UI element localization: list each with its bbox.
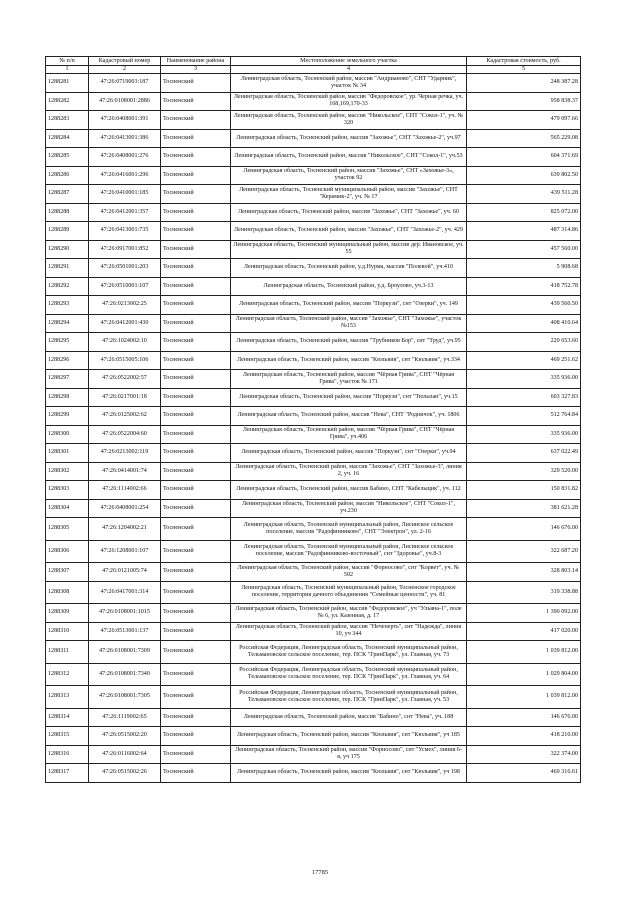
table-row xyxy=(46,622,581,641)
cadastral-number-cell: 47:26:0213002:25 xyxy=(89,296,161,315)
table-row xyxy=(46,314,581,333)
location-cell: Российская Федерация, Ленинградская область, Тосненский муниципальный район, Тельмановское сельское поселение, тер. ПСК "ГринПарк", ул. Главная, уч. 73 xyxy=(231,641,467,664)
cadastral-value-cell: 335 936.00 xyxy=(467,370,581,389)
cadastral-number-cell: 47:26:0125002:62 xyxy=(89,407,161,426)
location-cell: Ленинградская область, Тосненский муниципальный район, Лисинское сельское поселение, массив "Радофинниково", СНТ "Электрон", ул. 2-16 xyxy=(231,518,467,541)
table-row xyxy=(46,111,581,130)
cadastral-number-cell: 47:26:0408001:276 xyxy=(89,148,161,167)
district-cell: Тосненский xyxy=(161,148,231,167)
district-cell: Тосненский xyxy=(161,444,231,463)
location-cell: Ленинградская область, Тосненский муниципальный район, Лисинское сельское поселение, массив "Радофинниково-восточный", снт "Здоровье", уч.8-3 xyxy=(231,540,467,563)
location-cell: Ленинградская область, Тосненский район, массив "Никольское", СНТ "Сокол-1", уч. № 320 xyxy=(231,111,467,130)
table-row xyxy=(46,92,581,111)
row-number-cell: 1288281 xyxy=(46,74,89,93)
row-number-cell: 1288313 xyxy=(46,686,89,709)
row-number-cell: 1288301 xyxy=(46,444,89,463)
row-number-cell: 1288307 xyxy=(46,563,89,582)
cadastral-value-cell: 1 039 812.00 xyxy=(467,641,581,664)
row-number-cell: 1288316 xyxy=(46,745,89,764)
location-cell: Ленинградская область, Тосненский район, массив "Кюльвия", снт "Кюльвия", уч 198 xyxy=(231,764,467,783)
table-row xyxy=(46,296,581,315)
row-number-cell: 1288306 xyxy=(46,540,89,563)
row-number-cell: 1288293 xyxy=(46,296,89,315)
district-cell: Тосненский xyxy=(161,314,231,333)
cadastral-value-cell: 328 803.14 xyxy=(467,563,581,582)
row-number-cell: 1288285 xyxy=(46,148,89,167)
cadastral-number-cell: 47:26:0413001:735 xyxy=(89,222,161,241)
cadastral-value-cell: 604 371.69 xyxy=(467,148,581,167)
row-number-cell: 1288282 xyxy=(46,92,89,111)
district-cell: Тосненский xyxy=(161,333,231,352)
table-row xyxy=(46,148,581,167)
table-row xyxy=(46,604,581,623)
cadastral-value-cell: 1 039 812.00 xyxy=(467,686,581,709)
location-cell: Ленинградская область, Тосненский район, массив "Поркузи", снт "Тюльпан", уч.15 xyxy=(231,388,467,407)
cadastral-value-cell: 418 752.78 xyxy=(467,277,581,296)
cadastral-value-cell: 381 621.28 xyxy=(467,499,581,518)
location-cell: Ленинградская область, Тосненский район, массив "Андрианово", СНТ "Ударник", участок № 34 xyxy=(231,74,467,93)
cadastral-number-cell: 47:26:0515005:106 xyxy=(89,351,161,370)
table-row xyxy=(46,388,581,407)
row-number-cell: 1288312 xyxy=(46,663,89,686)
location-cell: Ленинградская область, Тосненский район, массив "Чёрная Грива", СНТ "Чёрная Грива", участок № 171 xyxy=(231,370,467,389)
district-cell: Тосненский xyxy=(161,185,231,204)
location-cell: Российская Федерация, Ленинградская область, Тосненский муниципальный район, Тельмановское сельское поселение, тер. ПСК "ГринПарк", ул. Главная, уч. 64 xyxy=(231,663,467,686)
table-row xyxy=(46,745,581,764)
cadastral-value-cell: 146 676.00 xyxy=(467,518,581,541)
cadastral-number-cell: 47:26:0515002:20 xyxy=(89,727,161,746)
cadastral-number-cell: 47:26:1119002:65 xyxy=(89,708,161,727)
table-row xyxy=(46,370,581,389)
header-row-number: № п/п xyxy=(46,57,89,66)
row-number-cell: 1288295 xyxy=(46,333,89,352)
table-row xyxy=(46,764,581,783)
header-cadastral-value: Кадастровая стоимость, руб. xyxy=(467,57,581,66)
cadastral-value-cell: 637 022.49 xyxy=(467,444,581,463)
cadastral-value-cell: 469 251.62 xyxy=(467,351,581,370)
location-cell: Ленинградская область, Тосненский район, массив "Захожье", СНТ "Захожье-2", уч. 429 xyxy=(231,222,467,241)
district-cell: Тосненский xyxy=(161,296,231,315)
location-cell: Ленинградская область, Тосненский район, массив "Чёрная Грива", СНТ "Чёрная Грива", уч.406 xyxy=(231,425,467,444)
location-cell: Ленинградская область, Тосненский район, массив "Никольское", СНТ "Сокол-1", уч.53 xyxy=(231,148,467,167)
district-cell: Тосненский xyxy=(161,111,231,130)
district-cell: Тосненский xyxy=(161,745,231,764)
cadastral-number-cell: 47:26:0513001:137 xyxy=(89,622,161,641)
table-row xyxy=(46,499,581,518)
cadastral-value-cell: 639 802.50 xyxy=(467,166,581,185)
row-number-cell: 1288309 xyxy=(46,604,89,623)
district-cell: Тосненский xyxy=(161,129,231,148)
district-cell: Тосненский xyxy=(161,351,231,370)
row-number-cell: 1288308 xyxy=(46,581,89,604)
cadastral-number-cell: 47:26:0108001:7305 xyxy=(89,686,161,709)
header-cadastral-number: Кадастровый номер xyxy=(89,57,161,66)
district-cell: Тосненский xyxy=(161,370,231,389)
cadastral-value-cell: 479 097.66 xyxy=(467,111,581,130)
district-cell: Тосненский xyxy=(161,540,231,563)
cadastral-number-cell: 47:26:1114002:66 xyxy=(89,481,161,500)
header-district-name: Наименование района xyxy=(161,57,231,66)
table-row xyxy=(46,240,581,259)
row-number-cell: 1288317 xyxy=(46,764,89,783)
district-cell: Тосненский xyxy=(161,92,231,111)
cadastral-value-cell: 408 410.64 xyxy=(467,314,581,333)
cadastral-number-cell: 47:26:0416001:296 xyxy=(89,166,161,185)
district-cell: Тосненский xyxy=(161,686,231,709)
table-row xyxy=(46,581,581,604)
page-number: 17785 xyxy=(311,869,329,876)
table-row xyxy=(46,129,581,148)
table-body xyxy=(46,74,581,783)
cadastral-number-cell: 47:26:0408001:254 xyxy=(89,499,161,518)
index-cell: 2 xyxy=(89,66,161,74)
row-number-cell: 1288310 xyxy=(46,622,89,641)
table-row xyxy=(46,727,581,746)
district-cell: Тосненский xyxy=(161,641,231,664)
cadastral-value-cell: 329 520.00 xyxy=(467,462,581,481)
table-row xyxy=(46,333,581,352)
row-number-cell: 1288287 xyxy=(46,185,89,204)
location-cell: Ленинградская область, Тосненский район, массив "Поркузи", снт "Озерки", уч.94 xyxy=(231,444,467,463)
location-cell: Ленинградская область, Тосненский район, массив "Федоровское", уч "Ульяна-1", поле № 6, ул. Казенная, д. 17 xyxy=(231,604,467,623)
table-row xyxy=(46,540,581,563)
district-cell: Тосненский xyxy=(161,222,231,241)
table-row xyxy=(46,351,581,370)
cadastral-number-cell: 47:26:0719003:187 xyxy=(89,74,161,93)
cadastral-value-cell: 5 908.68 xyxy=(467,259,581,278)
row-number-cell: 1288299 xyxy=(46,407,89,426)
cadastral-value-cell: 457 560.00 xyxy=(467,240,581,259)
cadastral-number-cell: 47:26:1024002:10 xyxy=(89,333,161,352)
index-cell: 5 xyxy=(467,66,581,74)
table-row xyxy=(46,222,581,241)
cadastral-number-cell: 47:26:0413001:386 xyxy=(89,129,161,148)
location-cell: Ленинградская область, Тосненский район, массив "Кюльвия", снт "Кюльвия", уч 185 xyxy=(231,727,467,746)
cadastral-value-cell: 825 072.00 xyxy=(467,203,581,222)
location-cell: Ленинградская область, Тосненский муниципальный район, Тосненское городское поселение, территория дачного объединения "Семейные ценности", уч. 81 xyxy=(231,581,467,604)
row-number-cell: 1288302 xyxy=(46,462,89,481)
location-cell: Ленинградская область, Тосненский район, массив "Захожье", СНТ «Захожье-3», участок 92 xyxy=(231,166,467,185)
district-cell: Тосненский xyxy=(161,518,231,541)
row-number-cell: 1288294 xyxy=(46,314,89,333)
district-cell: Тосненский xyxy=(161,166,231,185)
cadastral-value-cell: 487 314.86 xyxy=(467,222,581,241)
table-row xyxy=(46,185,581,204)
cadastral-number-cell: 47:26:1204002:21 xyxy=(89,518,161,541)
row-number-cell: 1288288 xyxy=(46,203,89,222)
cadastral-number-cell: 47:26:0412001:357 xyxy=(89,203,161,222)
row-number-cell: 1288303 xyxy=(46,481,89,500)
district-cell: Тосненский xyxy=(161,499,231,518)
district-cell: Тосненский xyxy=(161,203,231,222)
district-cell: Тосненский xyxy=(161,240,231,259)
district-cell: Тосненский xyxy=(161,563,231,582)
document-sheet xyxy=(45,56,580,783)
table-row xyxy=(46,563,581,582)
table-row xyxy=(46,444,581,463)
index-cell: 1 xyxy=(46,66,89,74)
table-row xyxy=(46,277,581,296)
cadastral-number-cell: 47:26:0217001:18 xyxy=(89,388,161,407)
cadastral-number-cell: 47:26:0417001:314 xyxy=(89,581,161,604)
cadastral-number-cell: 47:26:1208001:107 xyxy=(89,540,161,563)
row-number-cell: 1288311 xyxy=(46,641,89,664)
cadastral-value-cell: 439 560.50 xyxy=(467,296,581,315)
location-cell: Ленинградская область, Тосненский район, массив "Никольское", СНТ "Сокол-1", уч.230 xyxy=(231,499,467,518)
district-cell: Тосненский xyxy=(161,708,231,727)
district-cell: Тосненский xyxy=(161,74,231,93)
location-cell: Ленинградская область, Тосненский район, массив Бабино, СНТ "Кабельщик", уч. 112 xyxy=(231,481,467,500)
district-cell: Тосненский xyxy=(161,259,231,278)
cadastral-number-cell: 47:26:0510001:107 xyxy=(89,277,161,296)
location-cell: Ленинградская область, Тосненский район, массив "Форносово", снт "Корвет", уч. № 502 xyxy=(231,563,467,582)
table-row xyxy=(46,425,581,444)
table-row xyxy=(46,203,581,222)
cadastral-value-cell: 1 390 092.00 xyxy=(467,604,581,623)
location-cell: Ленинградская область, Тосненский муниципальный район, массив дер. Ивановское, уч. 55 xyxy=(231,240,467,259)
cadastral-value-cell: 439 511.28 xyxy=(467,185,581,204)
row-number-cell: 1288300 xyxy=(46,425,89,444)
cadastral-number-cell: 47:26:0116002:64 xyxy=(89,745,161,764)
table-row xyxy=(46,708,581,727)
cadastral-number-cell: 47:26:0408001:391 xyxy=(89,111,161,130)
cadastral-value-cell: 565 229.08 xyxy=(467,129,581,148)
cadastral-number-cell: 47:26:0515002:26 xyxy=(89,764,161,783)
row-number-cell: 1288283 xyxy=(46,111,89,130)
cadastral-number-cell: 47:26:0412001:430 xyxy=(89,314,161,333)
row-number-cell: 1288315 xyxy=(46,727,89,746)
header-location: Местоположение земельного участка xyxy=(231,57,467,66)
cadastral-value-cell: 322 687.20 xyxy=(467,540,581,563)
location-cell: Ленинградская область, Тосненский район, массив "Захожье", СНТ "Захожье-3", линия 2, уч. 16 xyxy=(231,462,467,481)
location-cell: Ленинградская область, Тосненский район, у.д. Броулово, уч.3-13 xyxy=(231,277,467,296)
table-row xyxy=(46,74,581,93)
cadastral-number-cell: 47:26:0522004:60 xyxy=(89,425,161,444)
district-cell: Тосненский xyxy=(161,407,231,426)
district-cell: Тосненский xyxy=(161,388,231,407)
cadastral-value-cell: 418 210.00 xyxy=(467,727,581,746)
table-row xyxy=(46,462,581,481)
location-cell: Ленинградская область, Тосненский район, массив "Трубников Бор", снт "Труд", уч.95 xyxy=(231,333,467,352)
row-number-cell: 1288286 xyxy=(46,166,89,185)
location-cell: Ленинградская область, Тосненский район, массив "Нечеперть", снт "Надежда", линия 10, уч 344 xyxy=(231,622,467,641)
district-cell: Тосненский xyxy=(161,604,231,623)
table-row xyxy=(46,641,581,664)
cadastral-number-cell: 47:26:0121005:74 xyxy=(89,563,161,582)
table-row xyxy=(46,686,581,709)
district-cell: Тосненский xyxy=(161,481,231,500)
row-number-cell: 1288298 xyxy=(46,388,89,407)
cadastral-value-cell: 150 831.82 xyxy=(467,481,581,500)
cadastral-number-cell: 47:26:0108001:7340 xyxy=(89,663,161,686)
cadastral-number-cell: 47:26:0108001:7309 xyxy=(89,641,161,664)
table-row xyxy=(46,663,581,686)
cadastral-number-cell: 47:26:0414001:74 xyxy=(89,462,161,481)
district-cell: Тосненский xyxy=(161,663,231,686)
cadastral-number-cell: 47:26:0522002:57 xyxy=(89,370,161,389)
cadastral-value-cell: 603 327.83 xyxy=(467,388,581,407)
table-header-row xyxy=(46,57,581,66)
row-number-cell: 1288292 xyxy=(46,277,89,296)
cadastral-number-cell: 47:26:0917001:852 xyxy=(89,240,161,259)
cadastral-value-cell: 229 653.60 xyxy=(467,333,581,352)
cadastral-value-cell: 958 838.37 xyxy=(467,92,581,111)
row-number-cell: 1288297 xyxy=(46,370,89,389)
cadastral-number-cell: 47:26:0108001:1015 xyxy=(89,604,161,623)
location-cell: Ленинградская область, Тосненский район, массив "Бабино", снт "Нева", уч. 188 xyxy=(231,708,467,727)
district-cell: Тосненский xyxy=(161,462,231,481)
cadastral-value-cell: 322 374.00 xyxy=(467,745,581,764)
row-number-cell: 1288305 xyxy=(46,518,89,541)
cadastral-number-cell: 47:26:0213002:119 xyxy=(89,444,161,463)
table-index-row xyxy=(46,66,581,74)
location-cell: Ленинградская область, Тосненский район, массив "Захожье", СНТ "Захожье", участок №153 xyxy=(231,314,467,333)
cadastral-value-cell: 146 676.00 xyxy=(467,708,581,727)
cadastral-value-table xyxy=(45,56,581,783)
table-row xyxy=(46,407,581,426)
table-row xyxy=(46,481,581,500)
district-cell: Тосненский xyxy=(161,581,231,604)
cadastral-number-cell: 47:26:0108001:2886 xyxy=(89,92,161,111)
table-row xyxy=(46,166,581,185)
location-cell: Ленинградская область, Тосненский район, массив "Поркузи", снт "Озерки", уч. 149 xyxy=(231,296,467,315)
row-number-cell: 1288296 xyxy=(46,351,89,370)
location-cell: Российская Федерация, Ленинградская область, Тосненский муниципальный район, Тельмановское сельское поселение, тер. ПСК "ГринПарк", ул. Главная, уч. 53 xyxy=(231,686,467,709)
cadastral-value-cell: 417 020.00 xyxy=(467,622,581,641)
cadastral-value-cell: 469 316.61 xyxy=(467,764,581,783)
row-number-cell: 1288289 xyxy=(46,222,89,241)
row-number-cell: 1288304 xyxy=(46,499,89,518)
row-number-cell: 1288291 xyxy=(46,259,89,278)
row-number-cell: 1288314 xyxy=(46,708,89,727)
cadastral-value-cell: 335 936.00 xyxy=(467,425,581,444)
cadastral-number-cell: 47:26:0501001:203 xyxy=(89,259,161,278)
cadastral-value-cell: 1 029 804.00 xyxy=(467,663,581,686)
row-number-cell: 1288284 xyxy=(46,129,89,148)
district-cell: Тосненский xyxy=(161,622,231,641)
location-cell: Ленинградская область, Тосненский район, массив "Кюльвия", снт "Кюльвия", уч.334 xyxy=(231,351,467,370)
location-cell: Ленинградская область, Тосненский район, массив "Форносово", снт "Усмех", линия 6-я, уч 175 xyxy=(231,745,467,764)
district-cell: Тосненский xyxy=(161,727,231,746)
location-cell: Ленинградская область, Тосненский район, массив "Захожье", СНТ "Захожье-2", уч.97 xyxy=(231,129,467,148)
location-cell: Ленинградская область, Тосненский район, у.д.Нурма, массив "Полевой", уч.410 xyxy=(231,259,467,278)
location-cell: Ленинградская область, Тосненский район, массив "Нева", СНТ "Родничок", уч. 1806 xyxy=(231,407,467,426)
index-cell: 3 xyxy=(161,66,231,74)
cadastral-value-cell: 512 764.84 xyxy=(467,407,581,426)
district-cell: Тосненский xyxy=(161,764,231,783)
table-row xyxy=(46,518,581,541)
location-cell: Ленинградская область, Тосненский район, массив "Федоровское", ур. Черная речка, уч. 168,169,170-33 xyxy=(231,92,467,111)
cadastral-value-cell: 319 338.88 xyxy=(467,581,581,604)
index-cell: 4 xyxy=(231,66,467,74)
location-cell: Ленинградская область, Тосненский муниципальный район, массив "Захожье", СНТ "Керамик-2", уч. № 17 xyxy=(231,185,467,204)
table-row xyxy=(46,259,581,278)
district-cell: Тосненский xyxy=(161,425,231,444)
cadastral-number-cell: 47:26:0410001:185 xyxy=(89,185,161,204)
location-cell: Ленинградская область, Тосненский район, массив "Захожье", СНТ "Захожье", уч. 60 xyxy=(231,203,467,222)
district-cell: Тосненский xyxy=(161,277,231,296)
row-number-cell: 1288290 xyxy=(46,240,89,259)
cadastral-value-cell: 248 387.28 xyxy=(467,74,581,93)
